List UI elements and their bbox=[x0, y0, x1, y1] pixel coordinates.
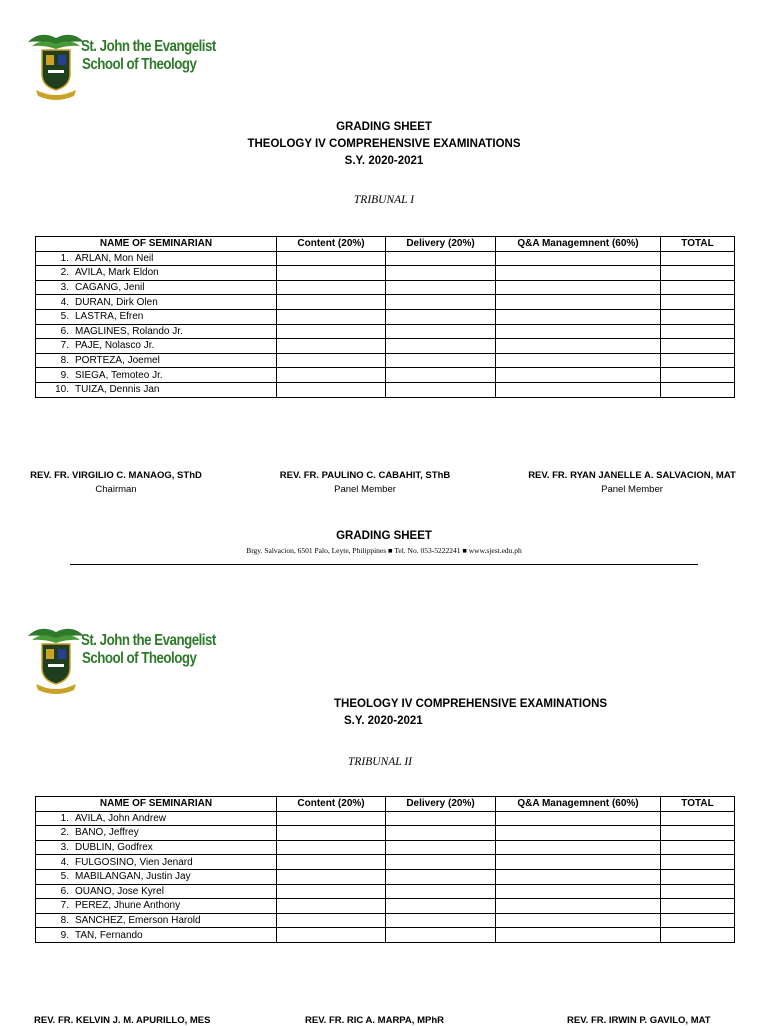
row-number: 5. bbox=[60, 871, 69, 883]
signatory-chairman bbox=[20, 470, 212, 495]
signatory-name: REV. FR. VIRGILIO C. MANAOG, SThD bbox=[30, 470, 202, 481]
row-number: 3. bbox=[60, 842, 69, 854]
col-header-content: Content (20%) bbox=[277, 797, 386, 812]
qa-score-cell[interactable] bbox=[496, 339, 661, 354]
table-row bbox=[36, 339, 735, 354]
content-score-cell[interactable] bbox=[277, 339, 386, 354]
table-row bbox=[36, 353, 735, 368]
grading-sheet-title: GRADING SHEET bbox=[336, 121, 432, 133]
row-number: 9. bbox=[60, 369, 69, 381]
seminarian-name: MAGLINES, Rolando Jr. bbox=[75, 325, 183, 337]
total-cell[interactable] bbox=[661, 309, 735, 324]
total-cell[interactable] bbox=[661, 913, 735, 928]
seminarian-name: CAGANG, Jenil bbox=[75, 282, 145, 294]
delivery-score-cell[interactable] bbox=[386, 869, 496, 884]
grading-table-tribunal-2 bbox=[35, 796, 735, 943]
signatory-panel-1 bbox=[270, 470, 460, 495]
row-number: 7. bbox=[60, 900, 69, 912]
signatory-name: REV. FR. IRWIN P. GAVILO, MAT bbox=[567, 1015, 711, 1026]
total-cell[interactable] bbox=[661, 339, 735, 354]
qa-score-cell[interactable] bbox=[496, 353, 661, 368]
qa-score-cell[interactable] bbox=[496, 324, 661, 339]
signatory-name: REV. FR. RIC A. MARPA, MPhR bbox=[305, 1015, 444, 1026]
total-cell[interactable] bbox=[661, 266, 735, 281]
signatory-3 bbox=[550, 1015, 767, 1026]
qa-score-cell[interactable] bbox=[496, 368, 661, 383]
total-cell[interactable] bbox=[661, 368, 735, 383]
row-number: 2. bbox=[60, 827, 69, 839]
row-number: 3. bbox=[60, 282, 69, 294]
content-score-cell[interactable] bbox=[277, 324, 386, 339]
qa-score-cell[interactable] bbox=[496, 266, 661, 281]
row-number: 4. bbox=[60, 856, 69, 868]
grading-table-tribunal-1 bbox=[35, 236, 735, 398]
total-cell[interactable] bbox=[661, 324, 735, 339]
delivery-score-cell[interactable] bbox=[386, 266, 496, 281]
qa-score-cell[interactable] bbox=[496, 869, 661, 884]
delivery-score-cell[interactable] bbox=[386, 324, 496, 339]
content-score-cell[interactable] bbox=[277, 928, 386, 943]
seminarian-name: LASTRA, Efren bbox=[75, 311, 144, 323]
row-number: 4. bbox=[60, 296, 69, 308]
table-row bbox=[36, 324, 735, 339]
tribunal-label: TRIBUNAL II bbox=[348, 756, 412, 768]
signatory-2 bbox=[290, 1015, 495, 1026]
seminarian-name: PAJE, Nolasco Jr. bbox=[75, 340, 155, 352]
table-row bbox=[36, 899, 735, 914]
seminarian-name: OUANO, Jose Kyrel bbox=[75, 885, 164, 897]
signatory-role: Chairman bbox=[95, 484, 137, 495]
qa-score-cell[interactable] bbox=[496, 884, 661, 899]
signatory-panel-2 bbox=[516, 470, 748, 495]
table-row bbox=[36, 266, 735, 281]
content-score-cell[interactable] bbox=[277, 295, 386, 310]
table-row bbox=[36, 368, 735, 383]
school-year: S.Y. 2020-2021 bbox=[344, 715, 423, 727]
total-cell[interactable] bbox=[661, 884, 735, 899]
exam-title: THEOLOGY IV COMPREHENSIVE EXAMINATIONS bbox=[247, 138, 521, 150]
seminarian-name: TUIZA, Dennis Jan bbox=[75, 384, 160, 396]
col-header-name: NAME OF SEMINARIAN bbox=[36, 797, 277, 812]
total-cell[interactable] bbox=[661, 811, 735, 826]
delivery-score-cell[interactable] bbox=[386, 295, 496, 310]
qa-score-cell[interactable] bbox=[496, 928, 661, 943]
row-number: 1. bbox=[60, 252, 69, 264]
col-header-delivery: Delivery (20%) bbox=[386, 237, 496, 252]
seminarian-name: PORTEZA, Joemel bbox=[75, 355, 160, 367]
delivery-score-cell[interactable] bbox=[386, 826, 496, 841]
total-cell[interactable] bbox=[661, 869, 735, 884]
delivery-score-cell[interactable] bbox=[386, 280, 496, 295]
seminarian-name: FULGOSINO, Vien Jenard bbox=[75, 856, 193, 868]
delivery-score-cell[interactable] bbox=[386, 928, 496, 943]
delivery-score-cell[interactable] bbox=[386, 368, 496, 383]
seminarian-name: BANO, Jeffrey bbox=[75, 827, 139, 839]
seminarian-name: MABILANGAN, Justin Jay bbox=[75, 871, 191, 883]
content-score-cell[interactable] bbox=[277, 811, 386, 826]
content-score-cell[interactable] bbox=[277, 913, 386, 928]
table-row bbox=[36, 826, 735, 841]
seminarian-name: AVILA, Mark Eldon bbox=[75, 267, 159, 279]
delivery-score-cell[interactable] bbox=[386, 855, 496, 870]
delivery-score-cell[interactable] bbox=[386, 251, 496, 266]
total-cell[interactable] bbox=[661, 382, 735, 397]
seminarian-name: DURAN, Dirk Olen bbox=[75, 296, 158, 308]
signatory-role: Panel Member bbox=[334, 484, 396, 495]
delivery-score-cell[interactable] bbox=[386, 840, 496, 855]
qa-score-cell[interactable] bbox=[496, 855, 661, 870]
table-row bbox=[36, 251, 735, 266]
school-address: Brgy. Salvacion, 6501 Palo, Leyte, Philippines ■ Tel. No. 053-5222241 ■ www.sjest.edu.ph bbox=[246, 546, 522, 555]
qa-score-cell[interactable] bbox=[496, 382, 661, 397]
delivery-score-cell[interactable] bbox=[386, 884, 496, 899]
seminarian-name: TAN, Fernando bbox=[75, 929, 143, 941]
row-number: 1. bbox=[60, 812, 69, 824]
content-score-cell[interactable] bbox=[277, 251, 386, 266]
qa-score-cell[interactable] bbox=[496, 309, 661, 324]
content-score-cell[interactable] bbox=[277, 826, 386, 841]
delivery-score-cell[interactable] bbox=[386, 899, 496, 914]
seminarian-name: PEREZ, Jhune Anthony bbox=[75, 900, 181, 912]
seminarian-name: ARLAN, Mon Neil bbox=[75, 252, 154, 264]
qa-score-cell[interactable] bbox=[496, 913, 661, 928]
total-cell[interactable] bbox=[661, 899, 735, 914]
table-row bbox=[36, 884, 735, 899]
school-logo bbox=[26, 28, 216, 100]
table-header-row bbox=[36, 237, 735, 252]
content-score-cell[interactable] bbox=[277, 309, 386, 324]
row-number: 8. bbox=[60, 915, 69, 927]
total-cell[interactable] bbox=[661, 295, 735, 310]
signatory-name: REV. FR. PAULINO C. CABAHIT, SThB bbox=[279, 470, 451, 481]
school-crest-icon bbox=[26, 28, 86, 100]
content-score-cell[interactable] bbox=[277, 884, 386, 899]
table-row bbox=[36, 295, 735, 310]
table-row bbox=[36, 928, 735, 943]
school-year: S.Y. 2020-2021 bbox=[344, 155, 424, 167]
content-score-cell[interactable] bbox=[277, 280, 386, 295]
total-cell[interactable] bbox=[661, 840, 735, 855]
total-cell[interactable] bbox=[661, 928, 735, 943]
table-row bbox=[36, 811, 735, 826]
delivery-score-cell[interactable] bbox=[386, 913, 496, 928]
content-score-cell[interactable] bbox=[277, 382, 386, 397]
qa-score-cell[interactable] bbox=[496, 295, 661, 310]
content-score-cell[interactable] bbox=[277, 855, 386, 870]
seminarian-name: DUBLIN, Godfrex bbox=[75, 842, 153, 854]
delivery-score-cell[interactable] bbox=[386, 353, 496, 368]
col-header-delivery: Delivery (20%) bbox=[386, 797, 496, 812]
delivery-score-cell[interactable] bbox=[386, 339, 496, 354]
row-number: 9. bbox=[60, 929, 69, 941]
table-row bbox=[36, 913, 735, 928]
qa-score-cell[interactable] bbox=[496, 280, 661, 295]
seminarian-name: AVILA, John Andrew bbox=[75, 812, 166, 824]
signatory-role: Panel Member bbox=[601, 484, 663, 495]
qa-score-cell[interactable] bbox=[496, 251, 661, 266]
table-row bbox=[36, 869, 735, 884]
col-header-total: TOTAL bbox=[661, 237, 735, 252]
school-name-line1: St. John the Evangelist bbox=[81, 38, 216, 55]
delivery-score-cell[interactable] bbox=[386, 309, 496, 324]
signatory-1 bbox=[20, 1015, 234, 1026]
total-cell[interactable] bbox=[661, 855, 735, 870]
signatory-name: REV. FR. RYAN JANELLE A. SALVACION, MAT bbox=[528, 470, 736, 481]
delivery-score-cell[interactable] bbox=[386, 811, 496, 826]
seminarian-name: SIEGA, Temoteo Jr. bbox=[75, 369, 163, 381]
table-row bbox=[36, 280, 735, 295]
exam-title: THEOLOGY IV COMPREHENSIVE EXAMINATIONS bbox=[334, 698, 608, 710]
table-row bbox=[36, 840, 735, 855]
content-score-cell[interactable] bbox=[277, 368, 386, 383]
signatory-name: REV. FR. KELVIN J. M. APURILLO, MES bbox=[34, 1015, 211, 1026]
row-number: 7. bbox=[60, 340, 69, 352]
table-row bbox=[36, 382, 735, 397]
school-name-line1: St. John the Evangelist bbox=[81, 632, 216, 649]
content-score-cell[interactable] bbox=[277, 840, 386, 855]
total-cell[interactable] bbox=[661, 251, 735, 266]
col-header-total: TOTAL bbox=[661, 797, 735, 812]
col-header-qa: Q&A Managemnent (60%) bbox=[496, 797, 661, 812]
delivery-score-cell[interactable] bbox=[386, 382, 496, 397]
table-row bbox=[36, 855, 735, 870]
school-crest-icon bbox=[26, 622, 86, 694]
tribunal-label: TRIBUNAL I bbox=[353, 194, 415, 206]
col-header-name: NAME OF SEMINARIAN bbox=[36, 237, 277, 252]
total-cell[interactable] bbox=[661, 826, 735, 841]
school-logo bbox=[26, 622, 216, 694]
seminarian-name: SANCHEZ, Emerson Harold bbox=[75, 915, 201, 927]
content-score-cell[interactable] bbox=[277, 266, 386, 281]
col-header-content: Content (20%) bbox=[277, 237, 386, 252]
total-cell[interactable] bbox=[661, 353, 735, 368]
row-number: 10. bbox=[55, 384, 69, 396]
content-score-cell[interactable] bbox=[277, 353, 386, 368]
qa-score-cell[interactable] bbox=[496, 899, 661, 914]
total-cell[interactable] bbox=[661, 280, 735, 295]
table-header-row bbox=[36, 797, 735, 812]
school-name-line2: School of Theology bbox=[82, 56, 197, 73]
row-number: 6. bbox=[60, 885, 69, 897]
footer-title: GRADING SHEET bbox=[336, 530, 432, 542]
row-number: 5. bbox=[60, 311, 69, 323]
qa-score-cell[interactable] bbox=[496, 840, 661, 855]
row-number: 8. bbox=[60, 355, 69, 367]
school-name-line2: School of Theology bbox=[82, 650, 197, 667]
divider bbox=[70, 564, 698, 565]
qa-score-cell[interactable] bbox=[496, 811, 661, 826]
content-score-cell[interactable] bbox=[277, 899, 386, 914]
qa-score-cell[interactable] bbox=[496, 826, 661, 841]
row-number: 6. bbox=[60, 325, 69, 337]
row-number: 2. bbox=[60, 267, 69, 279]
content-score-cell[interactable] bbox=[277, 869, 386, 884]
table-row bbox=[36, 309, 735, 324]
col-header-qa: Q&A Managemnent (60%) bbox=[496, 237, 661, 252]
